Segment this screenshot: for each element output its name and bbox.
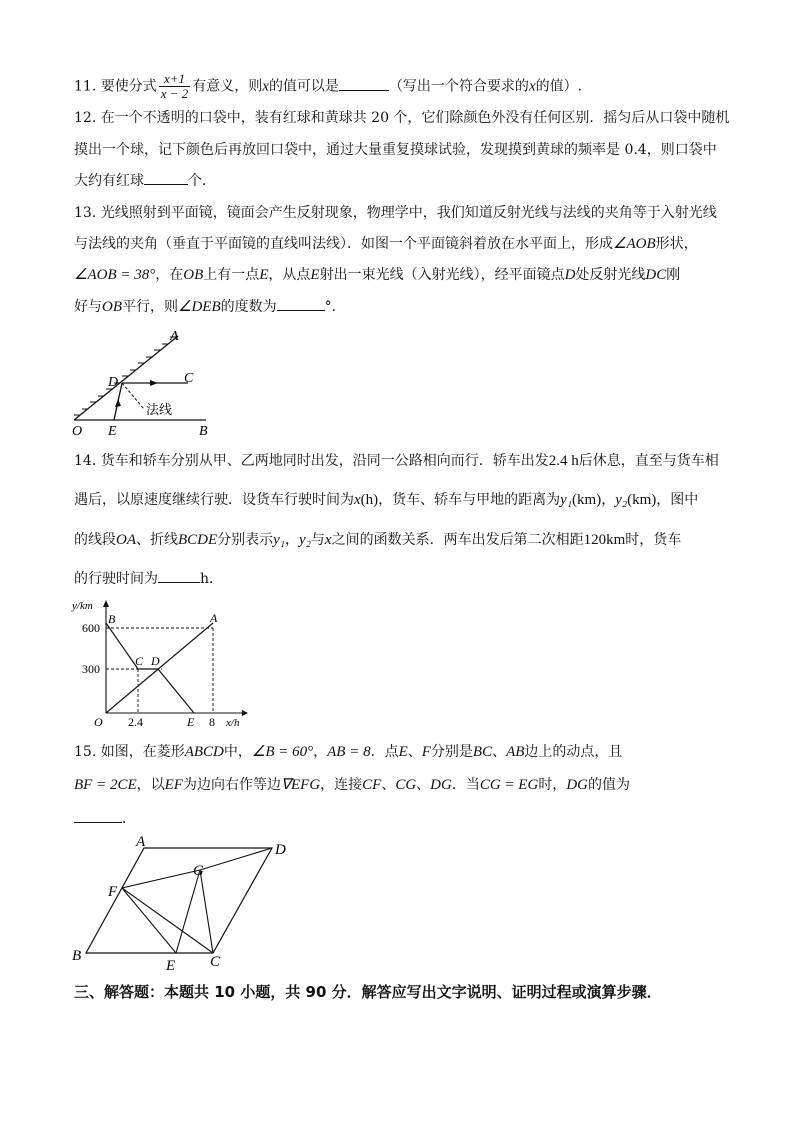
answer-blank[interactable] xyxy=(74,808,122,823)
q14-text: 之间的函数关系．两车出发后第二次相距 xyxy=(331,532,584,548)
question-11 xyxy=(74,72,582,101)
q15-text: 、 xyxy=(381,777,396,793)
angle-equation: ∠B = 60° xyxy=(251,744,314,760)
q15-text: 如图，在菱形 xyxy=(100,744,185,760)
q14-text: 的线段 xyxy=(74,532,116,548)
q14-text: ， xyxy=(601,492,616,508)
section-heading: 三、解答题：本题共 10 小题，共 90 分．解答应写出文字说明、证明过程或演算步骤． xyxy=(74,983,662,1001)
label-e: E xyxy=(166,958,176,974)
q14-text: 的行驶时间为 xyxy=(74,571,158,587)
question-number: 13. xyxy=(74,205,97,221)
segment-label: OB xyxy=(183,267,204,283)
segment-label: AB xyxy=(506,744,525,760)
q15-text: 、 xyxy=(492,744,507,760)
normal-line xyxy=(122,383,144,409)
question-14-line-3 xyxy=(74,530,681,550)
mirror-figure xyxy=(66,326,216,438)
angle-label: ∠DEB xyxy=(178,299,221,315)
shape-label: ABCD xyxy=(184,744,224,760)
variable-y1: y₁ xyxy=(560,492,573,508)
q11-note-end: 的值）. xyxy=(535,78,583,95)
rhombus-abcd xyxy=(86,848,272,953)
q14-text: 分别表示 xyxy=(217,532,274,548)
label-d: D xyxy=(275,842,286,858)
label-e: E xyxy=(108,424,117,438)
q11-text-after: 的值可以是 xyxy=(268,78,339,95)
q15-text: ，以 xyxy=(136,777,165,793)
fraction xyxy=(159,72,191,101)
q15-text: 边上的动点，且 xyxy=(524,744,623,760)
q15-text: ． xyxy=(122,811,136,827)
answer-blank[interactable] xyxy=(144,170,188,185)
segment-label: EF xyxy=(164,777,183,793)
label-c: C xyxy=(135,654,144,668)
q13-text: °． xyxy=(324,299,346,315)
tick-8: 8 xyxy=(209,715,215,729)
q14-text: 与 xyxy=(310,532,325,548)
label-c: C xyxy=(184,371,194,386)
q13-text: 平行，则 xyxy=(122,299,178,315)
segment-label: CF xyxy=(362,777,382,793)
angle-equation: ∠AOB = 38° xyxy=(74,267,156,283)
point-label: E xyxy=(398,744,408,760)
q11-note: （写出一个符合要求的 xyxy=(388,78,529,95)
incident-arrow xyxy=(115,399,121,407)
segment-fg xyxy=(122,870,200,888)
q15-text: 时， xyxy=(538,777,567,793)
q14-text: 货车和轿车分别从甲、乙两地同时出发，沿同一公路相向而行．轿车出发 xyxy=(100,453,549,469)
q13-text: 与法线的夹角（垂直于平面镜的直线叫法线）．如图一个平面镜斜着放在水平面上，形成 xyxy=(74,236,613,252)
label-b: B xyxy=(72,948,82,964)
question-13-line-1 xyxy=(74,203,717,223)
q11-text-mid: 有意义，则 xyxy=(192,78,263,95)
q14-text: ， xyxy=(285,532,300,548)
point-label: E xyxy=(310,267,320,283)
q11-text-before: 要使分式 xyxy=(100,78,157,95)
y-axis-label: y/km xyxy=(72,600,93,612)
length-equation: BF = 2CE xyxy=(74,777,137,793)
question-14-line-1 xyxy=(74,451,719,471)
q14-text: h． xyxy=(200,571,224,587)
q15-text: ．点 xyxy=(370,744,399,760)
reflected-arrow xyxy=(150,380,158,386)
q12-text: 大约有红球 xyxy=(74,173,144,189)
label-b: B xyxy=(108,612,116,626)
q14-text: ，图中 xyxy=(656,492,699,508)
segment-label: BC xyxy=(472,744,493,760)
label-a: A xyxy=(136,834,146,850)
unit-km: (km) xyxy=(627,492,657,508)
q15-text: 的值为 xyxy=(587,777,630,793)
q13-text: 刚 xyxy=(666,267,681,283)
segment-oa xyxy=(106,623,213,713)
q14-text: ，货车、轿车与甲地的距离为 xyxy=(378,492,561,508)
question-15-line-3 xyxy=(74,808,136,829)
rhombus-figure xyxy=(66,830,296,975)
question-13-line-2 xyxy=(74,234,698,254)
question-13-line-3 xyxy=(74,265,680,285)
question-number: 14. xyxy=(74,453,97,469)
label-f: F xyxy=(108,884,118,900)
q13-text: ，从点 xyxy=(268,267,311,283)
q15-text: ．当 xyxy=(451,777,480,793)
value-time: 2.4 h xyxy=(548,453,579,469)
unit-h: (h) xyxy=(360,492,379,508)
fraction-numerator: x+1 xyxy=(159,72,191,87)
q15-text: ， xyxy=(313,744,328,760)
point-label: F xyxy=(421,744,431,760)
point-label: E xyxy=(259,267,269,283)
q15-text: 分别是 xyxy=(430,744,473,760)
polyline-bcde xyxy=(106,623,194,713)
answer-blank[interactable] xyxy=(339,76,389,91)
q12-text: 个． xyxy=(188,173,216,189)
question-number: 15. xyxy=(74,744,97,760)
question-15-line-2 xyxy=(74,775,630,795)
question-12-line-3 xyxy=(74,170,216,191)
segment-label: OB xyxy=(102,299,122,315)
length-equation: CG = EG xyxy=(479,777,539,793)
label-d: D xyxy=(108,375,119,390)
q13-text: 好与 xyxy=(74,299,102,315)
q15-text: 中， xyxy=(223,744,252,760)
q14-text: 时，货车 xyxy=(625,532,682,548)
tick-600: 600 xyxy=(82,621,100,635)
segment-label: DG xyxy=(566,777,588,793)
unit-km: (km) xyxy=(572,492,602,508)
question-13-line-4 xyxy=(74,296,346,317)
segment-label: OA xyxy=(116,532,136,548)
variable-y2: y₂ xyxy=(299,532,311,548)
segment-label: DG xyxy=(430,777,452,793)
variable-x: x xyxy=(324,532,332,548)
variable-y2: y₂ xyxy=(615,492,628,508)
q13-text: 形状， xyxy=(655,236,698,252)
q15-text: 、 xyxy=(416,777,431,793)
question-15-line-1 xyxy=(74,742,622,762)
length-equation: AB = 8 xyxy=(327,744,371,760)
segment-gc xyxy=(200,870,213,953)
q12-text: 摸出一个球，记下颜色后再放回口袋中，通过大量重复摸球试验，发现摸到黄球的频率是 0.4，则口袋中 xyxy=(74,142,717,158)
y-axis-arrow xyxy=(103,600,109,607)
label-o: O xyxy=(94,715,103,729)
question-12-line-1 xyxy=(74,108,729,128)
label-d: D xyxy=(151,654,160,668)
q14-text: 后休息，直至与货车相 xyxy=(578,453,719,469)
tick-300: 300 xyxy=(82,662,100,676)
label-g: G xyxy=(193,863,204,879)
q15-text: ，连接 xyxy=(320,777,363,793)
fraction-denominator: x − 2 xyxy=(160,86,189,101)
distance-time-graph xyxy=(70,595,255,730)
variable-y1: y₁ xyxy=(273,532,286,548)
label-c: C xyxy=(210,954,221,970)
q12-text: 在一个不透明的口袋中，装有红球和黄球共 20 个，它们除颜色外没有任何区别．摇匀后从口袋中随机 xyxy=(100,110,730,126)
variable-x: x xyxy=(528,78,536,95)
answer-blank[interactable] xyxy=(158,568,200,583)
variable-x: x xyxy=(262,78,269,95)
x-axis-label: x/h xyxy=(226,717,240,729)
q13-text: ，在 xyxy=(155,267,184,283)
question-14-line-4 xyxy=(74,568,223,589)
segment-label: CG xyxy=(395,777,417,793)
q13-text: 的度数为 xyxy=(220,299,277,315)
point-label: D xyxy=(564,267,576,283)
label-b: B xyxy=(199,424,208,438)
q13-text: 光线照射到平面镜，镜面会产生反射现象，物理学中，我们知道反射光线与法线的夹角等于入射光线 xyxy=(100,205,717,221)
angle-label: ∠AOB xyxy=(613,236,656,252)
triangle-label: ∇EFG xyxy=(280,777,321,793)
q15-text: 、 xyxy=(407,744,422,760)
x-axis-arrow xyxy=(242,710,248,716)
question-12-line-2 xyxy=(74,140,717,160)
segment-label: DC xyxy=(645,267,667,283)
q13-text: 上有一点 xyxy=(203,267,260,283)
label-e: E xyxy=(187,715,195,729)
question-number: 11. xyxy=(74,78,97,95)
tick-2-4: 2.4 xyxy=(128,715,143,729)
question-14-line-2 xyxy=(74,490,698,510)
variable-x: x xyxy=(354,492,361,508)
q14-text: 遇后，以原速度继续行驶．设货车行驶时间为 xyxy=(74,492,354,508)
q14-text: 、折线 xyxy=(136,532,178,548)
label-o: O xyxy=(72,424,83,438)
q13-text: 处反射光线 xyxy=(575,267,646,283)
q15-text: 为边向右作等边 xyxy=(182,777,281,793)
question-number: 12. xyxy=(74,110,97,126)
label-normal: 法线 xyxy=(146,403,173,418)
label-a: A xyxy=(170,329,179,344)
answer-blank[interactable] xyxy=(277,296,325,311)
label-a: A xyxy=(210,611,218,625)
value-distance: 120km xyxy=(583,532,626,548)
polyline-label: BCDE xyxy=(178,532,218,548)
q13-text: 射出一束光线（入射光线），经平面镜点 xyxy=(319,267,565,283)
